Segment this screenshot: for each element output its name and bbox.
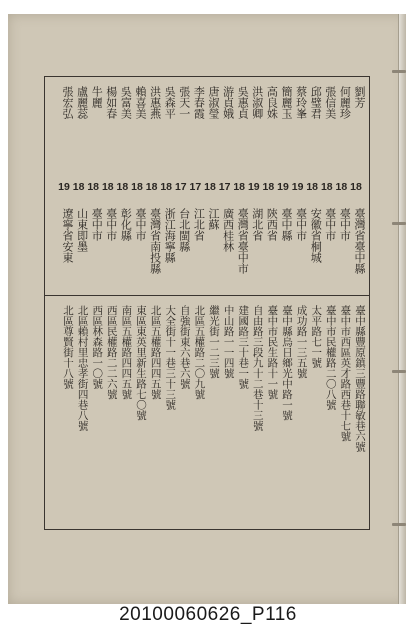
binding-stitch	[392, 370, 406, 373]
origin-cell: 浙江海寧縣	[163, 208, 177, 263]
age-cell: 18	[320, 181, 333, 193]
age-cell: 18	[72, 181, 85, 193]
address-cell: 臺中市民權路二〇八號	[324, 305, 337, 410]
origin-cell: 臺中市	[294, 208, 308, 241]
address-cell: 成功路一三五號	[295, 305, 308, 379]
age-cell: 19	[277, 181, 289, 193]
address-cell: 北區五權路二〇九號	[193, 305, 206, 400]
age-cell: 19	[58, 181, 70, 193]
address-cell: 北區賴村里忠孝街四巷八號	[76, 305, 89, 431]
age-cell: 17	[218, 181, 231, 193]
table-frame	[44, 76, 370, 530]
address-cell: 自由路三段九十二巷十三號	[251, 305, 264, 431]
origin-cell: 遼寧省安東	[61, 208, 74, 263]
address-cell: 東區東英里新生路七〇號	[135, 305, 147, 421]
page-edge	[398, 14, 406, 604]
address-cell: 自強街東六巷六號	[178, 305, 191, 389]
name-cell: 張宏弘	[61, 86, 74, 119]
age-cell: 17	[189, 181, 202, 193]
name-cell: 吳富美	[119, 86, 133, 119]
origin-cell: 江蘇	[207, 208, 220, 230]
binding-line	[398, 14, 399, 604]
name-cell: 張天一	[177, 86, 191, 119]
age-cell: 17	[174, 181, 187, 193]
origin-cell: 台北閩縣	[177, 208, 191, 252]
origin-cell: 臺中市	[323, 208, 337, 241]
address-cell: 繼光街一二三號	[208, 305, 220, 379]
name-cell: 高良姝	[265, 86, 279, 119]
name-cell: 牛麗	[90, 86, 104, 108]
address-cell: 大全街十一巷三十三號	[164, 305, 177, 410]
age-cell: 18	[306, 181, 319, 193]
address-cell: 臺中縣烏日鄉光中路一號	[281, 305, 293, 421]
address-cell: 南區五權路四四五號	[120, 305, 133, 400]
age-cell: 19	[247, 181, 260, 193]
origin-cell: 臺中縣	[280, 208, 293, 241]
age-cell: 18	[87, 181, 100, 193]
age-cell: 18	[131, 181, 143, 193]
origin-cell: 臺中市	[338, 208, 352, 241]
age-cell: 18	[160, 181, 173, 193]
age-cell: 19	[291, 181, 304, 193]
origin-cell: 臺中市	[134, 208, 147, 241]
address-cell: 建國路三十巷一號	[237, 305, 250, 389]
name-cell: 簡麗玉	[280, 86, 293, 119]
table-divider	[44, 295, 370, 296]
binding-stitch	[392, 70, 406, 73]
origin-cell: 臺灣省臺中市	[236, 208, 250, 274]
age-cell: 18	[262, 181, 275, 193]
age-cell: 18	[350, 181, 362, 193]
origin-cell: 臺灣省臺中縣	[353, 208, 366, 274]
origin-cell: 江北省	[192, 208, 206, 241]
name-cell: 吳惠貞	[236, 86, 250, 119]
age-cell: 18	[204, 181, 216, 193]
address-cell: 臺中市西區英才路西巷十七號	[339, 305, 352, 442]
name-cell: 盧麗蕊	[75, 86, 89, 119]
age-cell: 18	[335, 181, 348, 193]
name-cell: 李春霞	[192, 86, 206, 119]
address-cell: 臺中縣豐原鎮三豐路聯敏巷六號	[354, 305, 366, 452]
origin-cell: 安徽省桐城	[309, 208, 323, 263]
name-cell: 游貞娥	[221, 86, 235, 119]
name-cell: 蔡玲峯	[294, 86, 308, 119]
name-cell: 楊如春	[104, 86, 118, 119]
name-cell: 邱璧君	[309, 86, 323, 119]
name-cell: 何麗珍	[338, 86, 352, 119]
origin-cell: 臺中市	[90, 208, 104, 241]
name-cell: 洪淑卿	[250, 86, 264, 119]
origin-cell: 湖北省	[250, 208, 264, 241]
address-cell: 北區尊賢街十八號	[62, 305, 74, 389]
address-cell: 中山路一一四號	[222, 305, 235, 379]
origin-cell: 陝西省	[265, 208, 279, 241]
name-cell: 吳森平	[163, 86, 177, 119]
name-cell: 劉芳	[353, 86, 366, 108]
address-cell: 臺中市民生路十一號	[266, 305, 279, 400]
address-cell: 北區五權路四四五號	[149, 305, 162, 400]
origin-cell: 山東即墨	[75, 208, 89, 252]
origin-cell: 臺中市	[104, 208, 118, 241]
origin-cell: 彰化縣	[119, 208, 133, 241]
age-cell: 18	[116, 181, 129, 193]
name-cell: 洪惠燕	[148, 86, 162, 119]
name-cell: 唐淑瑩	[207, 86, 220, 119]
address-cell: 西區民權路二二六號	[105, 305, 118, 400]
origin-cell: 廣西桂林	[221, 208, 235, 252]
age-cell: 18	[101, 181, 114, 193]
address-cell: 西區林森路一〇號	[91, 305, 104, 389]
binding-stitch	[392, 222, 406, 225]
age-cell: 18	[145, 181, 158, 193]
archive-caption: 20100060626_P116	[119, 604, 297, 625]
binding-stitch	[392, 523, 406, 526]
name-cell: 張信美	[323, 86, 337, 119]
origin-cell: 臺灣省南投縣	[148, 208, 162, 274]
address-cell: 太平路七一號	[310, 305, 323, 368]
name-cell: 賴喜美	[134, 86, 147, 119]
age-cell: 18	[233, 181, 246, 193]
